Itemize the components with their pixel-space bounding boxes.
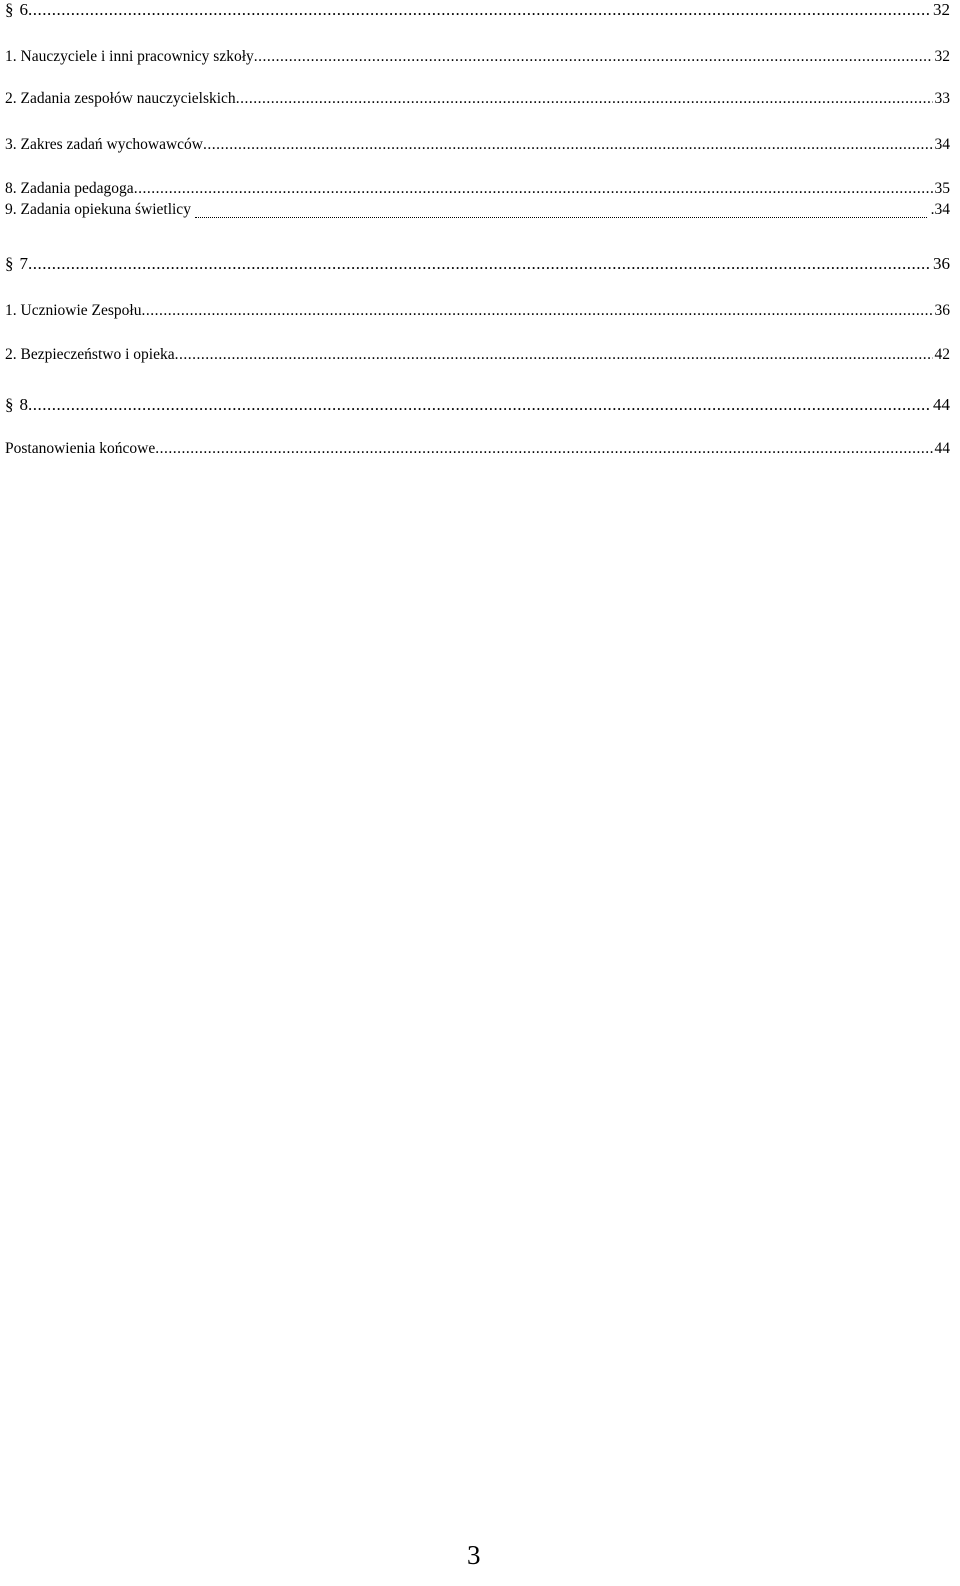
toc-entry[interactable] [5,200,950,220]
dot-leader [203,135,933,155]
section-symbol: § [5,395,14,414]
toc-entry[interactable] [5,89,950,109]
dot-leader [155,439,932,459]
toc-entry-page: 32 [933,0,950,19]
toc-entry-title: 1. Uczniowie Zespołu [5,302,142,319]
toc-entry-page: 42 [934,346,950,363]
toc-entry-title: 3. Zakres zadań wychowawców [5,136,203,153]
toc-entry-title: 2. Zadania zespołów nauczycielskich [5,90,236,107]
toc-entry-title: Postanowienia końcowe [5,440,156,457]
toc-entry-page: 32 [934,48,950,65]
toc-entry-page: .34 [930,201,950,218]
dot-leader [28,254,931,274]
toc-entry-title: 9. Zadania opiekuna świetlicy [5,201,191,218]
toc-entry-label: 7 [19,254,28,273]
toc-entry-title [5,395,28,415]
toc-entry-page: 35 [934,180,950,197]
dot-leader [28,0,931,20]
toc-entry-title: 1. Nauczyciele i inni pracownicy szkoły [5,48,254,65]
dot-leader [141,301,932,321]
dot-leader [236,89,933,109]
toc-entry-section-6[interactable] [5,0,950,20]
toc-entry-page: 44 [934,440,950,457]
toc-entry[interactable] [5,47,950,67]
dotted-underline-leader [195,203,927,218]
page-number: 3 [467,1540,481,1570]
dot-leader [28,395,931,415]
toc-entry[interactable] [5,135,950,155]
toc-entry[interactable] [5,179,950,199]
dot-leader [134,179,933,199]
toc-entry[interactable] [5,345,950,365]
toc-entry-page: 36 [934,302,950,319]
section-symbol: § [5,254,14,273]
toc-entry[interactable] [5,439,950,459]
toc-entry-title [5,0,28,20]
toc-entry-page: 33 [934,90,950,107]
toc-entry-label: 6 [19,0,28,19]
toc-entry-title: 2. Bezpieczeństwo i opieka [5,346,175,363]
toc-entry-title [5,254,28,274]
toc-entry-label: 8 [19,395,28,414]
dot-leader [254,47,933,67]
toc-entry-page: 36 [933,254,950,273]
toc-entry[interactable] [5,301,950,321]
section-symbol: § [5,0,14,19]
dot-leader [175,345,933,365]
toc-entry-page: 34 [934,136,950,153]
toc-entry-section-7[interactable] [5,254,950,274]
toc-entry-page: 44 [933,395,950,414]
toc-entry-section-8[interactable] [5,395,950,415]
toc-entry-title: 8. Zadania pedagoga [5,180,134,197]
